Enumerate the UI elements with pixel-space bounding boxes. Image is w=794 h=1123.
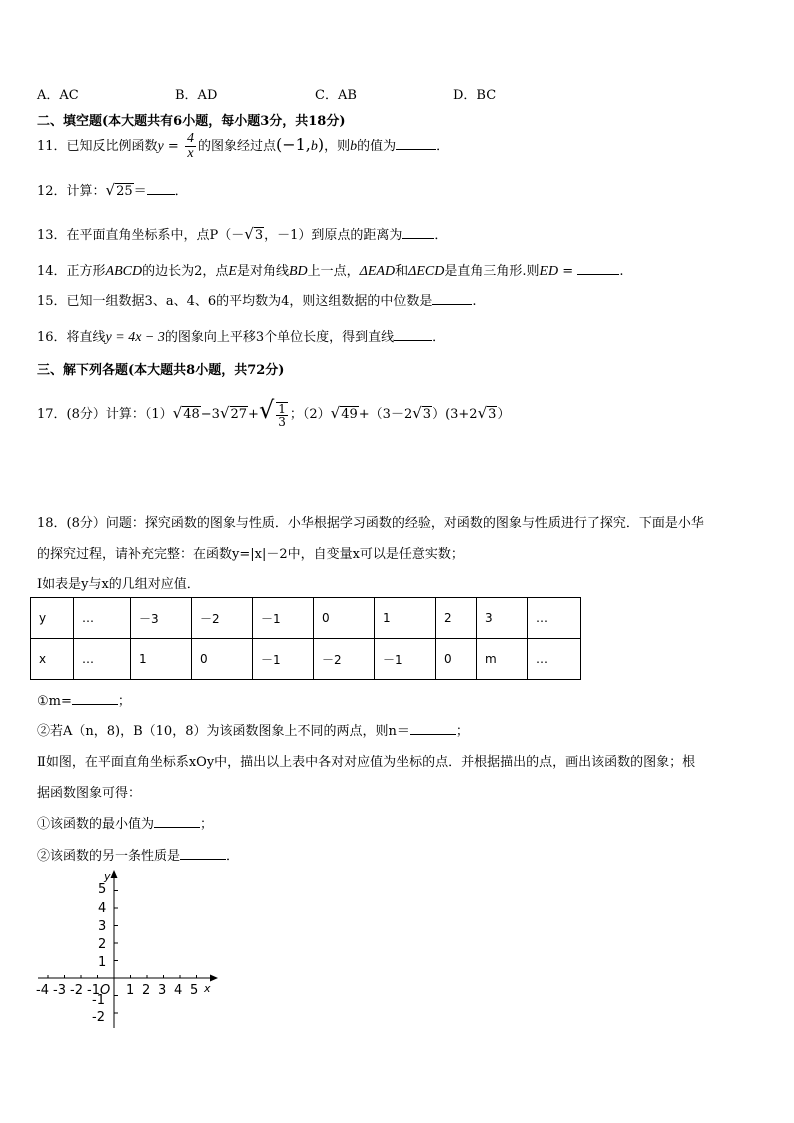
x-tick-label: -4 — [36, 983, 49, 998]
answer-blank — [180, 847, 226, 860]
coordinate-grid — [30, 868, 230, 1033]
answer-blank — [72, 692, 118, 705]
question-18-sub-4: ②该函数的另一条性质是 ． — [37, 849, 240, 864]
question-14: 14．正方形ABCD的边长为2，点E是对角线BD上一点，ΔEAD和ΔECD是直角三角形.则ED = . — [37, 264, 624, 279]
y-tick-label: 4 — [98, 901, 107, 916]
answer-blank — [394, 328, 432, 341]
question-18-part-2-line-2: 据函数图象可得： — [37, 786, 142, 801]
table-row: x … 1 0 －1 －2 －1 0 m … — [31, 639, 581, 680]
question-15: 15．已知一组数据3、a、4、6的平均数为4，则这组数据的中位数是 . — [37, 294, 477, 309]
x-tick-label: 1 — [126, 983, 135, 998]
section-3-heading: 三、解下列各题(本大题共8小题，共72分) — [37, 363, 285, 378]
answer-blank — [432, 292, 472, 305]
option-b: B．AD — [175, 88, 218, 103]
answer-blank — [402, 226, 434, 239]
x-tick-label: 4 — [174, 983, 183, 998]
x-tick-label: 2 — [142, 983, 151, 998]
origin-label: O — [100, 983, 111, 998]
answer-blank — [147, 182, 175, 195]
y-tick-label: 1 — [98, 955, 107, 970]
x-axis-arrow — [210, 975, 218, 982]
option-c: C．AB — [315, 88, 357, 103]
question-18-sub-3: ①该函数的最小值为 ； — [37, 817, 214, 832]
answer-blank — [410, 722, 456, 735]
option-a: A．AC — [37, 88, 79, 103]
y-tick-label: 5 — [98, 882, 107, 897]
question-17: 17．(8分）计算：（1）√48−3√27+√ $\frac{1}{3}$ ；（2）√49+（3－2√3）(3+2√3） — [37, 396, 511, 429]
question-13: 13．在平面直角坐标系中，点P（－√3，－1）到原点的距离为 ． — [37, 225, 448, 243]
answer-blank — [396, 137, 436, 150]
question-11: 11．已知反比例函数y = $\frac{4}{x}$ 的图象经过点(−1,b)，则b的值为 ． — [37, 131, 450, 161]
value-table — [30, 597, 581, 680]
x-tick-label: 3 — [158, 983, 167, 998]
fraction: $\frac{4}{x}$ — [186, 131, 194, 161]
sqrt-expression: √25 — [105, 181, 133, 199]
y-tick-label: -2 — [92, 1010, 105, 1025]
question-18-part-1: Ⅰ如表是y与x的几组对应值． — [37, 577, 200, 592]
question-18-line-2: 的探究过程，请补充完整：在函数y=|x|－2中，自变量x可以是任意实数； — [37, 547, 464, 562]
y-axis-label: y — [104, 870, 111, 883]
answer-blank — [154, 815, 200, 828]
y-tick-label: 2 — [98, 937, 107, 952]
x-axis-label: x — [204, 982, 211, 995]
question-18-part-2-line-1: Ⅱ如图，在平面直角坐标系xOy中，描出以上表中各对对应值为坐标的点．并根据描出的点，画出该函数的图象；根 — [37, 755, 696, 770]
question-18-line-1: 18．(8分）问题：探究函数的图象与性质．小华根据学习函数的经验，对函数的图象与性质进行了探究．下面是小华 — [37, 516, 704, 531]
question-18-sub-1: ①m= ； — [37, 694, 131, 709]
x-tick-label: -3 — [53, 983, 66, 998]
option-d: D．BC — [453, 88, 497, 103]
section-2-heading: 二、填空题(本大题共有6小题，每小题3分，共18分) — [37, 114, 346, 129]
table-row: y … －3 －2 －1 0 1 2 3 … — [31, 598, 581, 639]
x-tick-label: 5 — [190, 983, 199, 998]
question-12: 12．计算：√25＝ ． — [37, 181, 188, 199]
question-18-sub-2: ②若A（n，8)，B（10，8）为该函数图象上不同的两点，则n＝ ； — [37, 724, 469, 739]
y-axis-arrow — [111, 870, 118, 878]
answer-blank — [577, 262, 619, 275]
question-16: 16．将直线y = 4x − 3的图象向上平移3个单位长度，得到直线 ． — [37, 330, 446, 345]
x-tick-label: -2 — [70, 983, 83, 998]
y-tick-label: 3 — [98, 919, 107, 934]
x-tick-label: -1 — [87, 983, 100, 998]
y-tick-label: -1 — [92, 993, 105, 1008]
